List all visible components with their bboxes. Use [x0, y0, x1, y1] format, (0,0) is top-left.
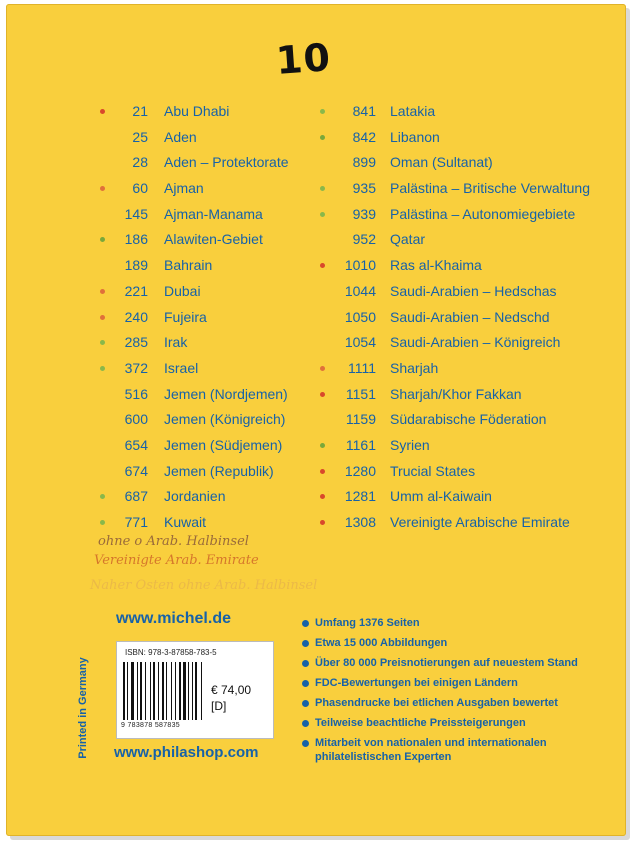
page-ref: 189	[124, 257, 148, 274]
list-item	[96, 407, 306, 433]
list-item	[96, 305, 306, 331]
list-item	[96, 484, 306, 510]
country-name: Libanon	[390, 128, 440, 145]
barcode-bar	[183, 662, 186, 720]
barcode-bar	[201, 662, 202, 720]
country-name: Jemen (Königreich)	[164, 411, 286, 428]
country-name: Ras al-Khaima	[390, 257, 482, 274]
country-name: Dubai	[164, 282, 201, 299]
country-name: Saudi-Arabien – Nedschd	[390, 308, 550, 325]
list-item	[312, 407, 612, 433]
country-name: Bahrain	[164, 257, 213, 274]
country-name: Abu Dhabi	[164, 103, 230, 119]
list-item	[96, 125, 306, 151]
page-ref: 1161	[345, 436, 376, 453]
feature-list	[302, 616, 622, 770]
barcode-bar	[162, 662, 164, 720]
country-name: Syrien	[390, 436, 430, 453]
page-ref: 654	[124, 436, 148, 453]
feature-item: Mitarbeit von nationalen und internationalen philatelistischen Experten	[302, 736, 622, 764]
page-ref: 60	[132, 180, 148, 197]
page-ref: 145	[124, 205, 148, 222]
page-ref: 899	[352, 154, 376, 171]
page-ref: 935	[352, 180, 376, 197]
feature-item: Phasendrucke bei etlichen Ausgaben bewertet	[302, 696, 622, 710]
list-item	[96, 459, 306, 485]
country-list-left	[96, 99, 306, 536]
shop-link[interactable]: www.philashop.com	[114, 744, 259, 761]
barcode-bar	[145, 662, 146, 720]
country-name: Ajman-Manama	[164, 205, 263, 222]
page-ref: 600	[124, 411, 148, 428]
handwritten-note: Vereinigte Arab. Emirate	[94, 553, 259, 568]
country-name: Ajman	[164, 180, 204, 197]
list-item	[312, 202, 612, 228]
price: € 74,00	[211, 683, 252, 697]
country-name: Fujeira	[164, 308, 207, 325]
barcode-bar	[171, 662, 172, 720]
price-box	[211, 682, 267, 716]
barcode-bar	[137, 662, 138, 720]
list-item	[96, 253, 306, 279]
page-ref: 186	[124, 231, 148, 248]
list-item	[312, 227, 612, 253]
list-item	[96, 99, 306, 125]
list-item	[96, 382, 306, 408]
page-ref: 939	[352, 205, 376, 222]
page-ref: 841	[352, 103, 376, 119]
country-name: Latakia	[390, 103, 436, 119]
country-name: Oman (Sultanat)	[390, 154, 493, 171]
list-item	[96, 202, 306, 228]
barcode-bar	[150, 662, 151, 720]
page-ref: 25	[132, 128, 148, 145]
country-name: Alawiten-Gebiet	[164, 231, 263, 248]
country-name: Aden	[164, 128, 197, 145]
barcode-panel	[116, 641, 274, 739]
list-item	[96, 330, 306, 356]
barcode-bar	[153, 662, 155, 720]
list-item	[96, 150, 306, 176]
barcode-bar	[192, 662, 193, 720]
barcode-bar	[188, 662, 189, 720]
list-item	[312, 382, 612, 408]
barcode-bar	[127, 662, 128, 720]
handwritten-note: Naher Osten ohne Arab. Halbinsel	[90, 578, 318, 593]
page-ref: 221	[124, 282, 148, 299]
list-item	[312, 510, 612, 536]
book-back-cover	[6, 4, 626, 836]
list-item	[312, 330, 612, 356]
feature-item: Etwa 15 000 Abbildungen	[302, 636, 622, 650]
list-item	[312, 356, 612, 382]
country-name: Jordanien	[164, 488, 226, 505]
page-ref: 1281	[344, 488, 376, 505]
page-ref: 240	[124, 308, 148, 325]
list-item	[312, 150, 612, 176]
list-item	[312, 433, 612, 459]
isbn-text: ISBN: 978-3-87858-783-5	[125, 648, 217, 657]
barcode-bar	[175, 662, 176, 720]
list-item	[312, 484, 612, 510]
page-ref: 28	[132, 154, 148, 171]
barcode-bar	[166, 662, 167, 720]
page-ref: 1308	[344, 514, 376, 530]
website-link[interactable]: www.michel.de	[116, 610, 231, 627]
country-name: Irak	[164, 334, 188, 351]
barcode-bar	[179, 662, 181, 720]
list-item	[312, 305, 612, 331]
page-ref: 1111	[347, 359, 376, 376]
country-name: Israel	[164, 359, 199, 376]
barcode-bar	[140, 662, 142, 720]
country-name: Aden – Protektorate	[164, 154, 289, 171]
page-ref: 842	[352, 128, 376, 145]
list-item	[312, 125, 612, 151]
list-item	[96, 279, 306, 305]
barcode-digits: 9 783878 587835	[121, 722, 180, 729]
country-name: Saudi-Arabien – Hedschas	[390, 282, 557, 299]
list-item	[312, 279, 612, 305]
page-ref: 21	[132, 103, 148, 119]
list-item	[312, 99, 612, 125]
handwritten-note: ohne o Arab. Halbinsel	[98, 534, 249, 549]
barcode-bar	[158, 662, 159, 720]
list-item	[96, 433, 306, 459]
country-name: Jemen (Nordjemen)	[164, 385, 288, 402]
country-name: Umm al-Kaiwain	[390, 488, 492, 505]
country-name: Qatar	[390, 231, 426, 248]
printed-in-text: Printed in Germany	[77, 657, 89, 759]
page-ref: 771	[124, 514, 148, 530]
country-name: Kuwait	[164, 514, 207, 530]
feature-item: Über 80 000 Preisnotierungen auf neuestem Stand	[302, 656, 622, 670]
list-item	[312, 459, 612, 485]
page-ref: 674	[124, 462, 148, 479]
barcode-bar	[131, 662, 134, 720]
page-ref: 952	[352, 231, 376, 248]
country-list-right	[312, 99, 612, 536]
page-ref: 1151	[345, 385, 376, 402]
country-name: Saudi-Arabien – Königreich	[390, 334, 561, 351]
page-ref: 1050	[344, 308, 376, 325]
country-name: Jemen (Südjemen)	[164, 436, 283, 453]
country-name: Jemen (Republik)	[164, 462, 274, 479]
country-name: Sharjah	[390, 359, 439, 376]
page-ref: 1159	[345, 411, 376, 428]
country-name: Palästina – Britische Verwaltung	[390, 180, 590, 197]
country-name: Südarabische Föderation	[390, 411, 547, 428]
page-ref: 285	[124, 334, 148, 351]
barcode-graphic	[123, 662, 205, 720]
list-item	[96, 227, 306, 253]
barcode-bar	[195, 662, 197, 720]
list-item	[312, 176, 612, 202]
country-name: Vereinigte Arabische Emirate	[390, 514, 570, 530]
page-ref: 1280	[344, 462, 376, 479]
list-item	[96, 356, 306, 382]
list-item	[312, 253, 612, 279]
list-item	[96, 176, 306, 202]
page-ref: 1010	[344, 257, 376, 274]
price-region: [D]	[211, 699, 227, 713]
country-name: Sharjah/Khor Fakkan	[390, 385, 522, 402]
feature-item: Umfang 1376 Seiten	[302, 616, 622, 630]
printed-in-label	[70, 634, 90, 794]
page-ref: 1054	[344, 334, 376, 351]
list-item	[96, 510, 306, 536]
country-name: Trucial States	[390, 462, 476, 479]
page-ref: 516	[124, 385, 148, 402]
page-ref: 1044	[344, 282, 376, 299]
feature-item: Teilweise beachtliche Preissteigerungen	[302, 716, 622, 730]
country-name: Palästina – Autonomiegebiete	[390, 205, 576, 222]
barcode-bar	[123, 662, 125, 720]
handwritten-page-number: 10	[274, 35, 333, 83]
feature-item: FDC-Bewertungen bei einigen Ländern	[302, 676, 622, 690]
page-ref: 372	[124, 359, 148, 376]
page-ref: 687	[124, 488, 148, 505]
